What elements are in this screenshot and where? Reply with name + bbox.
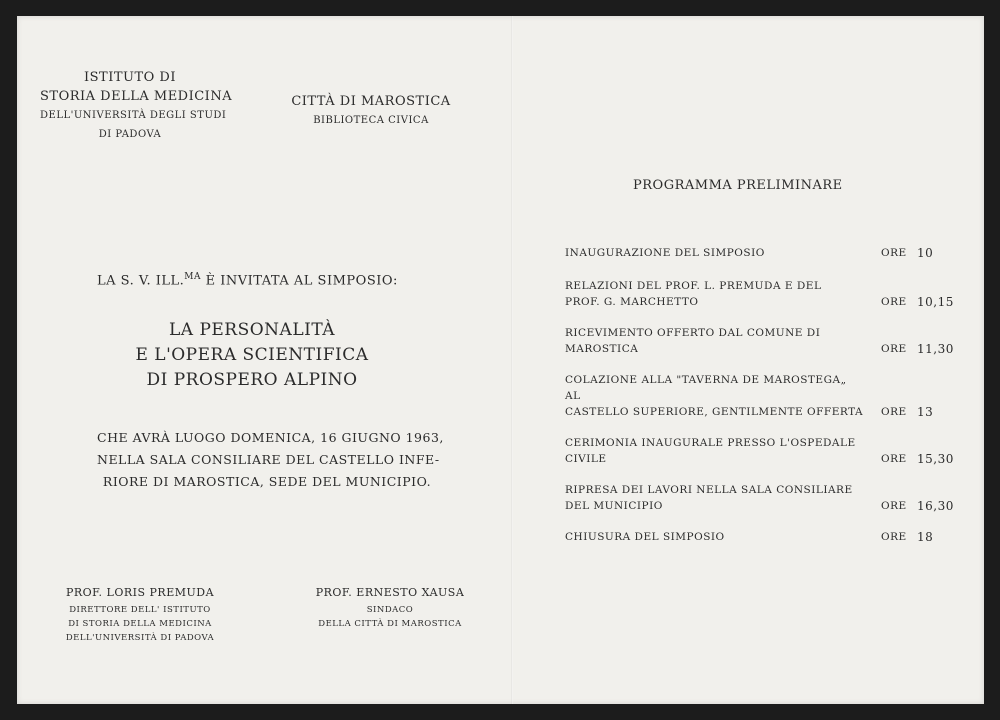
program-item-line1: CHIUSURA DEL SIMPOSIO [565, 531, 725, 543]
program-item-time: 11,30 [917, 342, 954, 356]
program-item-line1: INAUGURAZIONE DEL SIMPOSIO [565, 247, 765, 259]
signature-xausa-name: PROF. ERNESTO XAUSA [315, 586, 465, 599]
program-item [565, 435, 954, 467]
signature-premuda-name: PROF. LORIS PREMUDA [65, 586, 215, 599]
signature-premuda-role2: DI STORIA DELLA MEDICINA [68, 619, 212, 629]
program-item-line1: RIPRESA DEI LAVORI NELLA SALA CONSILIARE [565, 484, 853, 496]
program-item-time: 15,30 [917, 452, 954, 466]
program-item-text [565, 435, 865, 467]
program-title: PROGRAMMA PRELIMINARE [633, 178, 843, 193]
program-item-ore: ORE [881, 500, 907, 512]
fold-line [511, 16, 513, 704]
program-item-ore: ORE [881, 296, 907, 308]
signature-premuda-role1: DIRETTORE DELL' ISTITUTO [69, 605, 211, 615]
program-item-line2: CASTELLO SUPERIORE, GENTILMENTE OFFERTA [565, 406, 864, 418]
program-list [565, 245, 954, 545]
program-item-text [565, 482, 865, 514]
program-item [565, 245, 945, 261]
signature-xausa-role1: SINDACO [366, 605, 414, 615]
event-details-line3: RIORE DI MAROSTICA, SEDE DEL MUNICIPIO. [102, 474, 432, 489]
symposium-title-line2: E L'OPERA SCIENTIFICA [135, 345, 369, 365]
program-item-time: 16,30 [917, 499, 954, 513]
signature-xausa [305, 586, 475, 631]
symposium-title-line3: DI PROSPERO ALPINO [146, 370, 358, 390]
program-item-line1: RELAZIONI DEL PROF. L. PREMUDA E DEL [565, 280, 822, 292]
program-item [565, 372, 945, 420]
program-item-line2: DEL MUNICIPIO [565, 500, 663, 512]
invitation-pre: LA S. V. ILL. [97, 273, 185, 289]
event-details [97, 427, 444, 493]
event-details-line1: CHE AVRÀ LUOGO DOMENICA, 16 GIUGNO 1963, [97, 430, 444, 445]
invitation-sup: MA [184, 272, 201, 282]
event-details-line2: NELLA SALA CONSILIARE DEL CASTELLO INFE- [97, 452, 440, 467]
program-item-ore: ORE [881, 453, 907, 465]
program-item-time: 18 [917, 530, 934, 544]
program-item-text [565, 372, 865, 420]
symposium-title [127, 318, 377, 393]
signature-premuda-role3: DELL'UNIVERSITÀ DI PADOVA [65, 633, 215, 643]
header-institute-line3: DELL'UNIVERSITÀ DEGLI STUDI [40, 110, 227, 121]
program-item-text [565, 529, 865, 545]
program-item-line1: COLAZIONE ALLA "TAVERNA DE MAROSTEGA„ AL [565, 374, 847, 402]
header-city-line2: BIBLIOTECA CIVICA [313, 115, 429, 126]
program-item-line2: PROF. G. MARCHETTO [565, 296, 699, 308]
program-item-text [565, 325, 865, 357]
program-item-line1: CERIMONIA INAUGURALE PRESSO L'OSPEDALE CIVILE [565, 437, 856, 465]
program-item [565, 278, 954, 310]
program-item-text [565, 278, 865, 310]
program-item-time: 13 [917, 405, 934, 419]
signature-premuda [55, 586, 225, 645]
program-item-ore: ORE [881, 406, 907, 418]
signature-xausa-role2: DELLA CITTÀ DI MAROSTICA [318, 619, 462, 629]
header-city [271, 92, 471, 130]
program-item [565, 529, 945, 545]
program-item-line1: RICEVIMENTO OFFERTO DAL COMUNE DI MAROSTICA [565, 327, 821, 355]
invitation-line [97, 272, 398, 288]
header-institute-line1: ISTITUTO DI [84, 70, 176, 85]
program-item [565, 325, 954, 357]
program-item [565, 482, 954, 514]
header-city-line1: CITTÀ DI MAROSTICA [291, 94, 451, 109]
program-item-time: 10,15 [917, 295, 954, 309]
program-item-ore: ORE [881, 343, 907, 355]
header-institute-line2: STORIA DELLA MEDICINA [40, 89, 233, 104]
program-item-ore: ORE [881, 531, 907, 543]
invitation-post: È INVITATA AL SIMPOSIO: [201, 273, 398, 289]
program-item-text [565, 245, 865, 261]
program-item-ore: ORE [881, 247, 907, 259]
symposium-title-line1: LA PERSONALITÀ [168, 320, 336, 340]
header-institute [40, 68, 233, 144]
program-item-time: 10 [917, 246, 934, 260]
header-institute-line4: DI PADOVA [98, 129, 162, 140]
